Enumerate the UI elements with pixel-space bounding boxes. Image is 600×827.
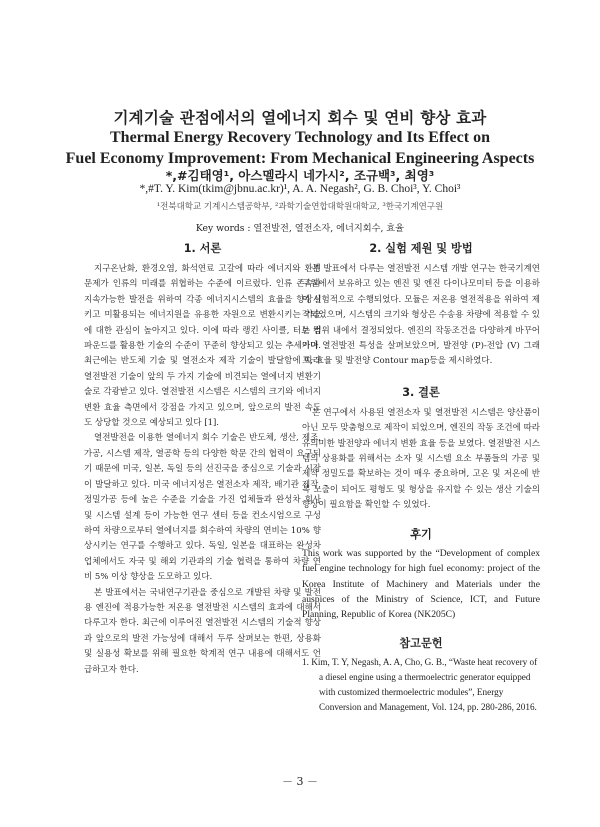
keywords: Key words : 열전발전, 열전소자, 에너지회수, 효율 xyxy=(195,223,405,234)
title-english-line1: Thermal Energy Recovery Technology and Its Effect on xyxy=(110,129,490,146)
right-column xyxy=(302,240,540,715)
intro-paragraph-3: 본 발표에서는 국내연구기관을 중심으로 개발된 차량 및 발전용 엔진에 적용가능한 저온용 열전발전 시스템의 효과에 대해서 다루고자 한다. 최근에 이루어진 열전발전 시스템의 기술적 향상과 앞으로의 발전 가능성에 대해서 두루 살펴보는 한편, 상용화 및 실용성 확보를 위해 필요한 학계적 연구 내용에 대해서도 언급하고자 한다. xyxy=(84,587,321,675)
title-korean: 기계기술 관점에서의 열에너지 회수 및 연비 향상 효과 xyxy=(113,109,487,127)
authors-korean: *,#김태영¹, 아스멜라시 네가시², 조규백³, 최영³ xyxy=(165,168,435,183)
affiliations: ¹전북대학교 기계시스템공학부, ²과학기술연합대학원대학교, ³한국기계연구원 xyxy=(156,202,444,212)
intro-paragraph-2: 열전발전을 이용한 열에너지 회수 기술은 반도체, 생산, 제조, 가공, 시스템 제작, 열공학 등의 다양한 학문 간의 협력이 요구되기 때문에 미국, 일본, 독일 등의 선진국을 중심으로 기술과 시장이 발달하고 있다. 미국 에너지성은 열전소자 제작, 배기관 제작, 정밀가공 등에 높은 수준을 기술을 가진 업체들과 완성차 회사 및 시스템 설계 등이 가능한 연구 센터 등을 컨소시엄으로 구성하여 차량으로부터 열에너지를 회수하여 차량의 연비는 10% 향상시키는 연구를 수행하고 있다. 독일, 일본을 대표하는 완성차 업체에서도 자국 및 해외 기관과의 기술 협력을 통하여 차량 연비 5% 이상 향상을 도모하고 있다. xyxy=(84,433,321,583)
left-column xyxy=(84,240,321,678)
acknowledgment-paragraph: This work was supported by the “Development of complex fuel engine technology for high fuel economy: project of the Korea Institute of Machinery and Materials under the auspices of the Ministry of Science, ICT, and Future Planning, Republic of Korea (NK205C) xyxy=(302,547,540,621)
conclusion-paragraph: 본 연구에서 사용된 열전소자 및 열전발전 시스템은 양산품이 아닌 모두 맞춤형으로 제작이 되었으며, 엔진의 작동 조건에 따라 유의미한 발전양과 에너지 변환 효율 등을 보였다. 열전발전 시스템의 상용화를 위해서는 소자 및 시스템 요소 부품들의 가공 및 제작 정밀도를 확보하는 것이 매우 중요하며, 고온 및 저온에 반복 노출이 되어도 평형도 및 형상을 유지할 수 있는 생산 기술의 향상이 필요함을 확인할 수 있었다. xyxy=(302,407,540,511)
authors-english: *,#T. Y. Kim(tkim@jbnu.ac.kr)¹, A. A. Negash², G. B. Choi³, Y. Choi³ xyxy=(139,183,461,195)
page-number: － 3 － xyxy=(282,775,318,788)
section-heading-references: 참고문헌 xyxy=(399,636,443,650)
section-heading-acknowledgment: 후기 xyxy=(410,527,432,541)
intro-paragraph-1: 지구온난화, 환경오염, 화석연료 고갈에 따라 에너지와 환경 문제가 인류의 미래를 위협하는 수준에 이르렀다. 인류 존속과 지속가능한 발전을 위하여 각종 에너지시스템의 효율을 향상시키고 미활용되는 에너지원을 유용한 자원으로 변환시키는 기술에 대한 관심이 높아지고 있다. 이에 따라 랭킨 사이클, 터보 컴파운드를 활용한 기술의 수준이 꾸준히 향상되고 있는 추세이다. 최근에는 반도체 기술 및 열전소자 제작 기술이 발달함에 따라 열전발전 기술이 앞의 두 가지 기술에 비견되는 열에너지 변환기술로 각광받고 있다. 열전발전 시스템은 시스템의 크기와 에너지 변환 효율 측면에서 강점을 가지고 있으며, 앞으로의 발전 속도도 상당할 것으로 예상되고 있다 [1]. xyxy=(84,264,321,429)
reference-item: 1. Kim, T. Y, Negash, A. A, Cho, G. B., “Waste heat recovery of a diesel engine using a thermoelectric generator equipped with customized thermoelectric modules”, Energy Conversion and Management, Vol. 124, pp. 280-286, 2016. xyxy=(302,656,538,712)
section-heading-intro: 1. 서론 xyxy=(183,242,222,255)
title-english-line2: Fuel Economy Improvement: From Mechanical Engineering Aspects xyxy=(65,150,535,167)
method-paragraph: 본 발표에서 다루는 열전발전 시스템 개발 연구는 한국기계연구원에서 보유하고 있는 엔진 및 엔진 다이나모미터 등을 이용하여 실험적으로 수행되었다. 모듈은 저온용 열전적용을 위하여 제작되었으며, 시스템의 크기와 형상은 수송용 차량에 적용할 수 있는 범위 내에서 결정되었다. 엔진의 작동조건을 다양하게 바꾸어가며 열전발전 특성을 살펴보았으며, 발전양 (P)-전압 (V) 그래프, 효율 및 발전양 Contour map등을 제시하였다. xyxy=(302,264,540,367)
section-heading-method: 2. 실험 제원 및 방법 xyxy=(369,242,473,255)
section-heading-conclusion: 3. 결론 xyxy=(402,385,440,399)
